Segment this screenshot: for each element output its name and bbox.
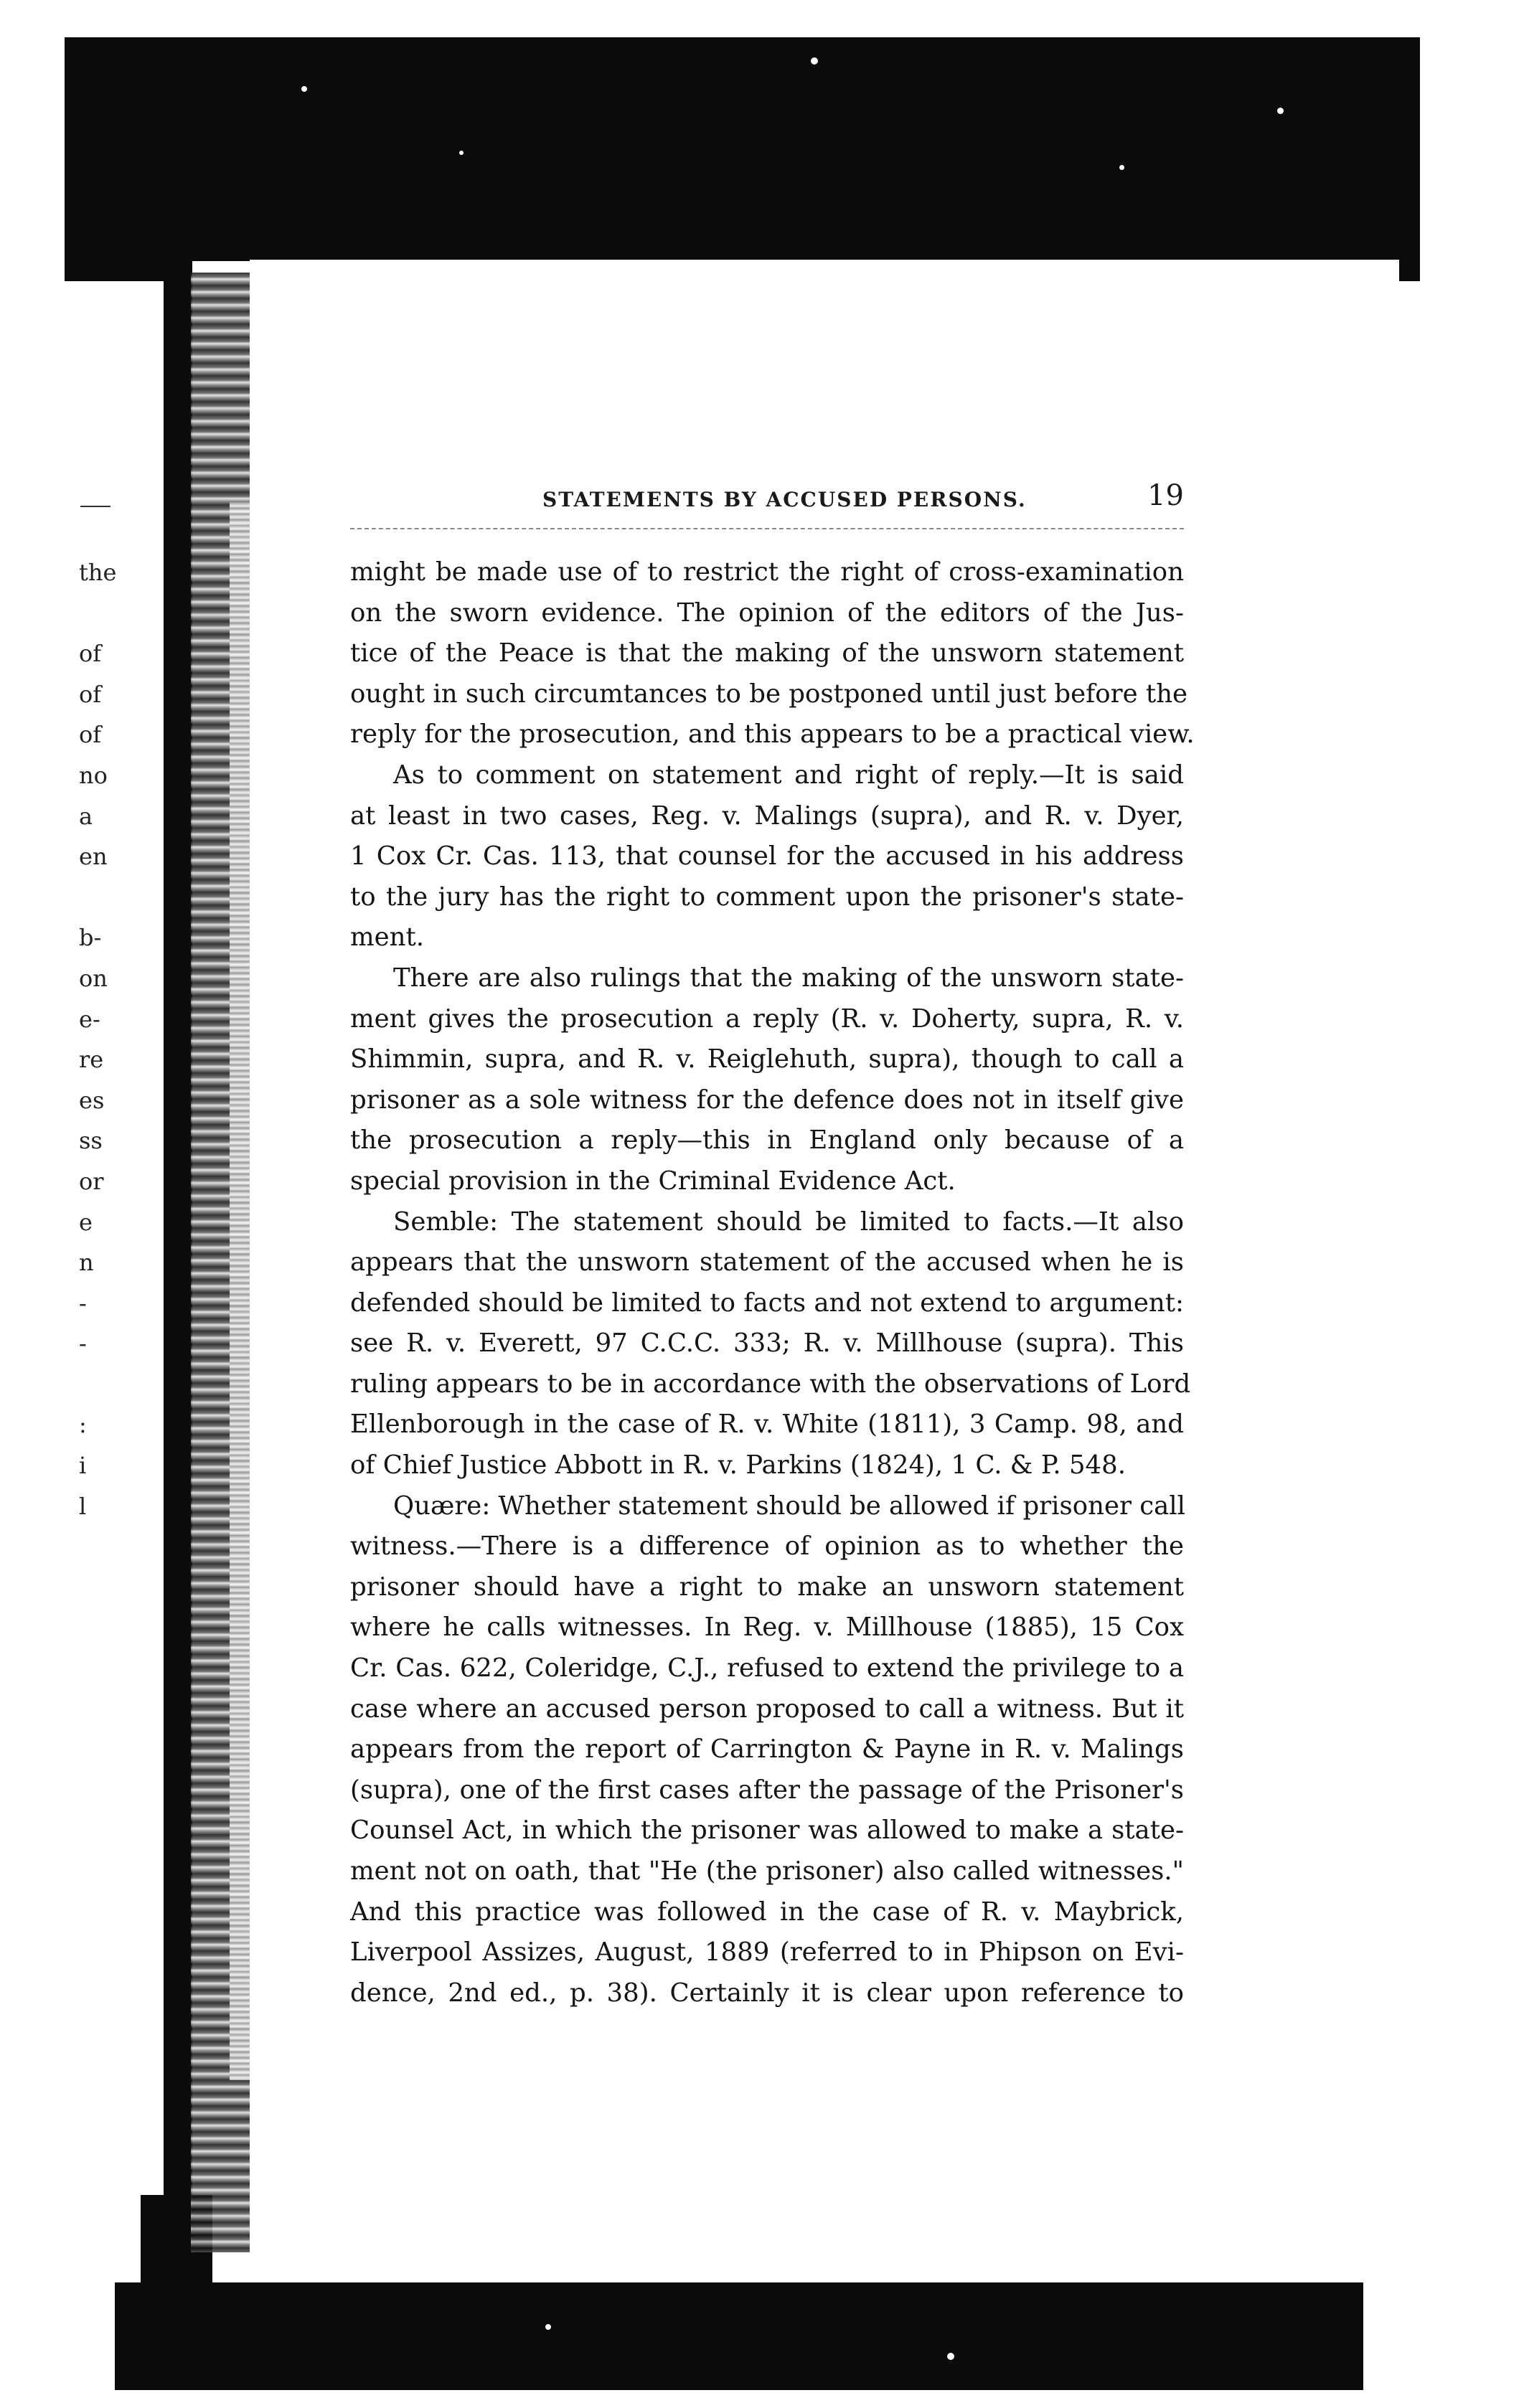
facing-page-fragment: of (79, 680, 102, 708)
text-line: the prosecution a reply—this in England only because of a (350, 1125, 1184, 1156)
text-line: at least in two cases, Reg. v. Malings (supra), and R. v. Dyer, (350, 801, 1184, 831)
body-text (350, 552, 1195, 2013)
facing-page-fragment: i (79, 1452, 87, 1480)
facing-page-fragment (79, 877, 116, 918)
text-line: appears from the report of Carrington & Payne in R. v. Malings (350, 1734, 1184, 1765)
text-line: defended should be limited to facts and not extend to argument: (350, 1288, 1184, 1318)
scan-speck (1277, 108, 1284, 114)
text-line: ruling appears to be in accordance with the observations of Lord (350, 1369, 1191, 1399)
facing-page-fragment: es (79, 1086, 105, 1114)
scan-speck (301, 86, 307, 92)
scan-speck (811, 57, 818, 65)
facing-page-fragment: ss (79, 1127, 103, 1155)
facing-page-fragment: or (79, 1167, 104, 1195)
text-line: to the jury has the right to comment upon the prisoner's state- (350, 882, 1184, 912)
text-line: Liverpool Assizes, August, 1889 (referred to in Phipson on Evi- (350, 1937, 1184, 1968)
facing-page-fragment: on (79, 964, 108, 992)
text-line: ment. (350, 922, 425, 953)
text-line: special provision in the Criminal Evidence Act. (350, 1166, 956, 1196)
facing-page-fragments (79, 552, 116, 1526)
facing-page-fragment: re (79, 1046, 104, 1074)
scan-speck (947, 2353, 954, 2360)
scan-border-left (65, 37, 192, 281)
facing-page-fragment: e (79, 1208, 93, 1236)
facing-page-fragment: l (79, 1492, 87, 1520)
text-line: prisoner should have a right to make an unsworn statement (350, 1572, 1184, 1602)
text-line: 1 Cox Cr. Cas. 113, that counsel for the accused in his address (350, 841, 1184, 872)
page-number: 19 (1147, 479, 1184, 512)
text-line: on the sworn evidence. The opinion of the editors of the Jus- (350, 598, 1184, 628)
facing-page-fragment: b- (79, 924, 102, 952)
facing-page-fragment: of (79, 640, 102, 668)
facing-page-fragment: a (79, 802, 93, 830)
facing-page-fragment: - (79, 1289, 87, 1317)
text-line: Semble: The statement should be limited to facts.—It also (393, 1207, 1184, 1237)
scan-speck (545, 2324, 551, 2330)
text-line: witness.—There is a difference of opinion as to whether the (350, 1531, 1184, 1562)
facing-page-fragment (79, 1364, 116, 1405)
scan-border-spine (164, 258, 192, 2238)
facing-page-fragment: no (79, 761, 108, 789)
facing-page-fragment: the (79, 559, 117, 586)
scan-speck (459, 151, 464, 155)
text-line: might be made use of to restrict the right of cross-examination (350, 557, 1184, 587)
text-line: appears that the unsworn statement of the accused when he is (350, 1247, 1184, 1278)
scan-border-right (1396, 37, 1420, 281)
text-line: prisoner as a sole witness for the defence does not in itself give (350, 1085, 1184, 1115)
text-line: ment gives the prosecution a reply (R. v. Doherty, supra, R. v. (350, 1004, 1184, 1034)
text-line: Quære: Whether statement should be allowed if prisoner call (393, 1491, 1185, 1521)
facing-page-rule (80, 506, 110, 507)
text-line: Cr. Cas. 622, Coleridge, C.J., refused to extend the privilege to a (350, 1653, 1184, 1684)
text-line: case where an accused person proposed to call a witness. But it (350, 1694, 1184, 1724)
text-line: reply for the prosecution, and this appears to be a practical view. (350, 719, 1195, 750)
text-line: Ellenborough in the case of R. v. White (1811), 3 Camp. 98, and (350, 1410, 1184, 1440)
text-line: There are also rulings that the making of the unsworn state- (393, 963, 1184, 993)
text-line: Shimmin, supra, and R. v. Reiglehuth, supra), though to call a (350, 1044, 1184, 1075)
header-rule (350, 528, 1184, 529)
running-title: STATEMENTS BY ACCUSED PERSONS. (542, 488, 1027, 511)
scan-border-bottom (115, 2282, 1363, 2390)
text-line: Counsel Act, in which the prisoner was allowed to make a state- (350, 1816, 1184, 1846)
text-line: dence, 2nd ed., p. 38). Certainly it is clear upon reference to (350, 1978, 1184, 2008)
text-line: see R. v. Everett, 97 C.C.C. 333; R. v. Millhouse (supra). This (350, 1328, 1184, 1359)
text-line: where he calls witnesses. In Reg. v. Millhouse (1885), 15 Cox (350, 1613, 1184, 1643)
text-line: ought in such circumtances to be postponed until just before the (350, 679, 1188, 709)
text-line: ment not on oath, that "He (the prisoner) also called witnesses." (350, 1856, 1184, 1886)
scan-speck (1119, 165, 1124, 170)
facing-page-fragment: of (79, 721, 102, 749)
facing-page-fragment (79, 593, 116, 634)
facing-page-fragment: - (79, 1330, 87, 1358)
facing-page-fragment: e- (79, 1005, 100, 1033)
text-line: And this practice was followed in the case of R. v. Maybrick, (350, 1897, 1184, 1927)
text-line: As to comment on statement and right of reply.—It is said (393, 760, 1184, 790)
facing-page-fragment: en (79, 843, 108, 871)
text-line: tice of the Peace is that the making of the unsworn statement (350, 638, 1184, 669)
text-line: of Chief Justice Abbott in R. v. Parkins (1824), 1 C. & P. 548. (350, 1450, 1126, 1481)
text-line: (supra), one of the first cases after the passage of the Prisoner's (350, 1775, 1184, 1805)
scan-border-top (65, 37, 1399, 261)
page-header (350, 476, 1184, 519)
facing-page-fragment: n (79, 1249, 94, 1277)
facing-page-fragment: : (79, 1411, 87, 1439)
